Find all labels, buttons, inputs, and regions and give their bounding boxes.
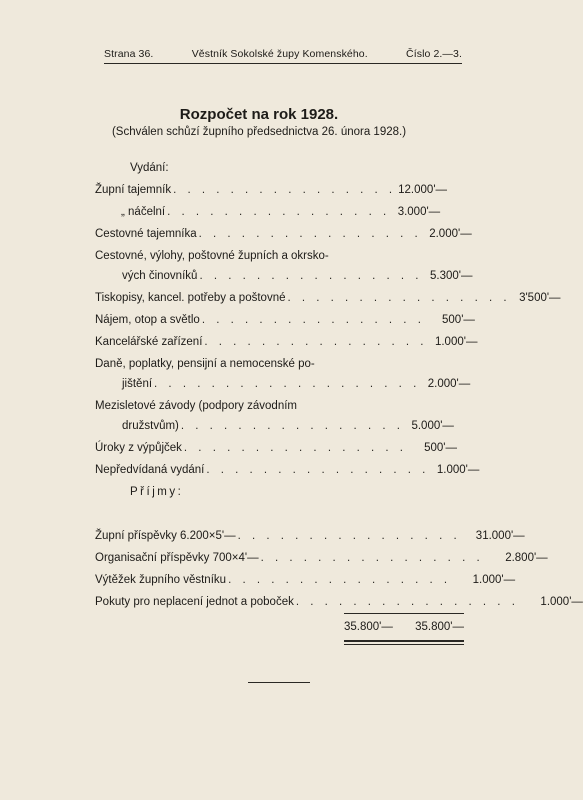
expense-label: Kancelářské zařízení <box>95 336 203 348</box>
expense-label: Cestovné tajemníka <box>95 228 197 240</box>
dot-leader: . . . . . . . . . . . . . . . . <box>180 420 404 432</box>
expense-row <box>122 270 473 282</box>
expense-label-continued: družstvům) <box>122 420 179 432</box>
page-number: Strana 36. <box>104 48 154 60</box>
expense-label: Daně, poplatky, pensijní a nemocenské po- <box>95 358 315 370</box>
expense-label: Cestovné, výlohy, poštovné župních a okrsko- <box>95 250 329 262</box>
expense-amount: 1.000'— <box>436 464 480 476</box>
income-row <box>95 574 516 586</box>
expense-label: Župní tajemník <box>95 184 172 196</box>
expense-row <box>95 442 457 454</box>
dot-leader: . . . . . . . . . . . . . . . . <box>199 270 423 282</box>
expense-row <box>95 184 448 196</box>
totals-row <box>344 621 464 633</box>
income-label: Župní příspěvky 6.200×5'— <box>95 530 236 542</box>
dot-leader: . . . . . . . . . . . . . . . . <box>260 552 484 564</box>
expense-amount: 2.000'— <box>427 378 471 390</box>
total-expenses: 35.800'— <box>344 621 393 633</box>
expense-label: Nepředvídaná vydání <box>95 464 205 476</box>
expense-amount: 3.000'— <box>397 206 441 218</box>
expense-label-continued: vých činovníků <box>122 270 198 282</box>
expense-row <box>122 420 454 432</box>
expense-amount: 5.000'— <box>411 420 454 432</box>
income-amount: 2.800'— <box>505 552 548 564</box>
income-amount: 1.000'— <box>540 596 583 608</box>
journal-title: Věstník Sokolské župy Komenského. <box>191 48 368 60</box>
dot-leader: . . . . . . . . . . . . . . . . <box>167 206 391 218</box>
expense-label-continued: jištění <box>122 378 153 390</box>
header-rule <box>104 63 462 64</box>
dot-leader: . . . . . . . . . . . . . . . . <box>201 314 425 326</box>
expense-amount: 2.000'— <box>429 228 472 240</box>
expense-amount: 500'— <box>442 314 475 326</box>
total-income: 35.800'— <box>415 621 464 633</box>
income-label: Organisační příspěvky 700×4'— <box>95 552 259 564</box>
income-amount: 31.000'— <box>475 530 525 542</box>
double-rule-bottom <box>344 644 464 645</box>
dot-leader: . . . . . . . . . . . . . . . . <box>206 464 430 476</box>
running-header <box>104 48 462 60</box>
income-label: Pokuty pro neplacení jednot a poboček <box>95 596 294 608</box>
expense-row <box>95 292 561 304</box>
income-amount: 1.000'— <box>472 574 516 586</box>
expense-row <box>95 228 472 240</box>
dot-leader: . . . . . . . . . . . . . . . . <box>228 574 452 586</box>
income-row <box>95 596 583 608</box>
expense-label: „ náčelní <box>121 206 166 218</box>
expense-amount: 12.000'— <box>398 184 448 196</box>
expense-amount: 500'— <box>424 442 457 454</box>
expense-label: Mezisletové závody (podpory závodním <box>95 400 297 412</box>
expense-row <box>122 378 471 390</box>
expense-amount: 1.000'— <box>434 336 478 348</box>
expense-label-line <box>95 358 315 370</box>
income-label: Výtěžek župního věstníku <box>95 574 227 586</box>
expense-label: Nájem, otop a světlo <box>95 314 200 326</box>
dot-leader: . . . . . . . . . . . . . . . . <box>173 184 397 196</box>
double-rule-top <box>344 640 464 642</box>
income-row <box>95 530 525 542</box>
closing-rule <box>248 682 310 683</box>
dot-leader: . . . . . . . . . . . . . . . . . . . <box>154 378 421 390</box>
budget-title: Rozpočet na rok 1928. <box>179 106 339 123</box>
expense-row <box>95 336 478 348</box>
expense-label: Úroky z výpůjček <box>95 442 182 454</box>
expense-amount: 3'500'— <box>519 292 561 304</box>
issue-number: Číslo 2.—3. <box>406 48 462 60</box>
dot-leader: . . . . . . . . . . . . . . . . <box>295 596 519 608</box>
expense-amount: 5.300'— <box>430 270 473 282</box>
dot-leader: . . . . . . . . . . . . . . . . <box>198 228 422 240</box>
income-heading: Příjmy: <box>130 486 184 498</box>
income-row <box>95 552 548 564</box>
dot-leader: . . . . . . . . . . . . . . . . <box>204 336 428 348</box>
expense-row <box>95 464 480 476</box>
dot-leader: . . . . . . . . . . . . . . . . <box>183 442 407 454</box>
expense-label-line <box>95 250 329 262</box>
expense-row <box>95 314 475 326</box>
expenses-heading: Vydání: <box>130 162 169 174</box>
budget-subtitle: (Schválen schůzí župního předsednictva 26. února 1928.) <box>111 126 407 138</box>
expense-label: Tiskopisy, kancel. potřeby a poštovné <box>95 292 286 304</box>
dot-leader: . . . . . . . . . . . . . . . . <box>287 292 511 304</box>
dot-leader: . . . . . . . . . . . . . . . . <box>237 530 461 542</box>
sum-rule <box>344 613 464 614</box>
expense-label-line <box>95 400 297 412</box>
expense-row <box>95 206 441 218</box>
